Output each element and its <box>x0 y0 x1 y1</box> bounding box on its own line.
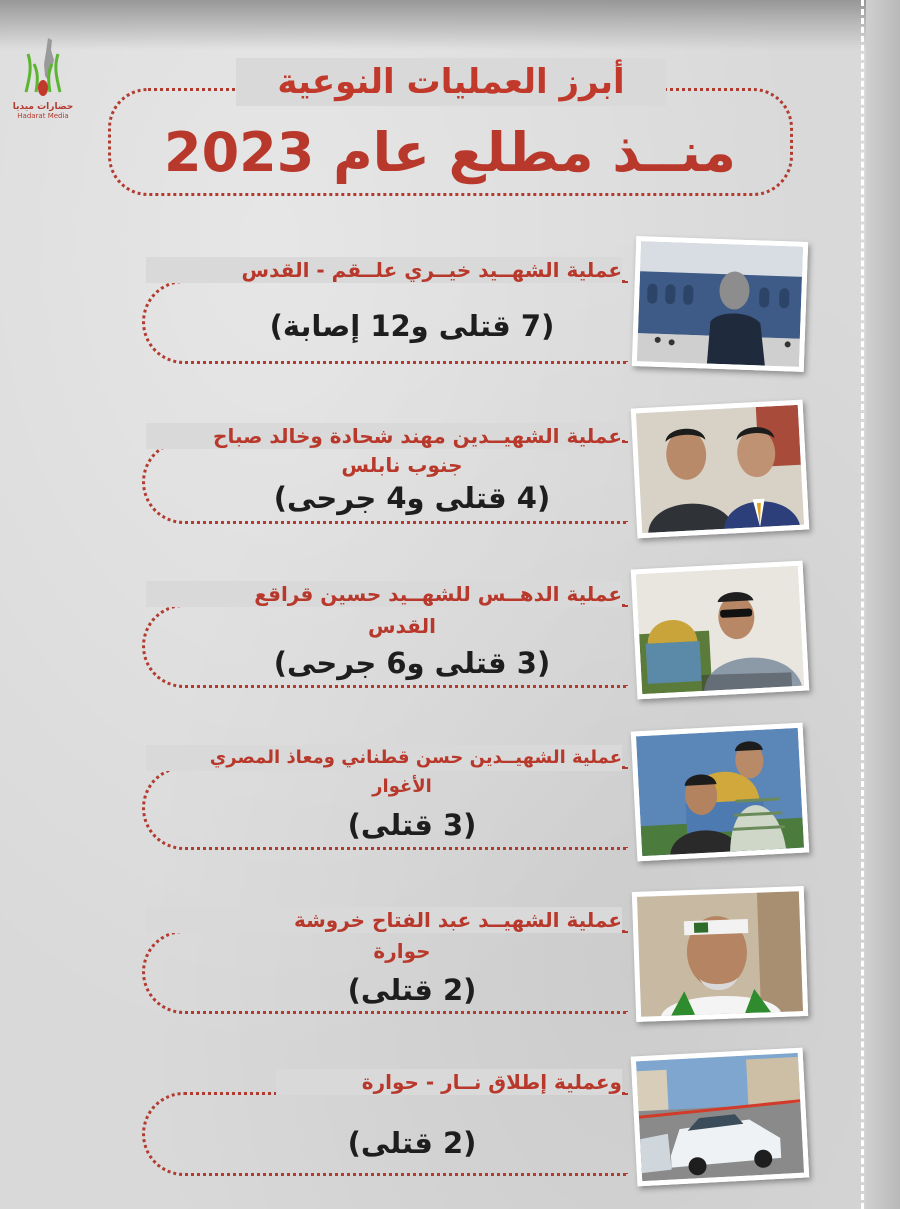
operation-casualties: (3 قتلى و6 جرحى) <box>273 646 551 680</box>
operation-casualties: (4 قتلى و4 جرحى) <box>273 481 551 515</box>
dashed-divider <box>861 0 864 1209</box>
man-with-headband-photo <box>632 886 808 1022</box>
operation-title: عملية الشهــيد خيــري علــقم - القدس <box>146 257 622 283</box>
operation-title: عملية الشهيــدين حسن قطناني ومعاذ المصري <box>146 745 622 771</box>
two-young-men-photo <box>631 400 810 539</box>
operation-location: جنوب نابلس <box>341 453 463 477</box>
operation-casualties: (2 قتلى) <box>347 973 477 1007</box>
logo-arabic-text: حضارات ميديا <box>12 102 74 112</box>
man-with-sunglasses-dome-photo <box>631 561 810 700</box>
logo-english-text: Hadarat Media <box>17 112 69 120</box>
operation-casualties: (2 قتلى) <box>347 1126 477 1160</box>
hadarat-media-logo <box>12 36 74 126</box>
operation-location: الأغوار <box>372 776 432 797</box>
operation-casualties: (3 قتلى) <box>347 808 477 842</box>
map-wheat-icon <box>18 36 68 102</box>
operation-location: القدس <box>368 614 436 638</box>
two-men-dome-photo <box>631 723 810 862</box>
operation-title: عملية الشهيــدين مهند شحادة وخالد صباح <box>146 423 622 449</box>
operation-casualties: (7 قتلى و12 إصابة) <box>269 309 555 343</box>
operation-location: حوارة <box>373 939 431 963</box>
operation-title: عملية الشهيــد عبد الفتاح خروشة <box>146 907 622 933</box>
right-strip <box>866 0 900 1209</box>
person-in-front-of-mosque-photo <box>632 236 808 372</box>
title-line-2: منــذ مطلع عام 2023 <box>164 121 736 184</box>
operation-title: وعملية إطلاق نــار - حوارة <box>276 1069 622 1095</box>
top-grunge-decoration <box>0 0 900 50</box>
operation-title: عملية الدهــس للشهــيد حسين قراقع <box>146 581 622 607</box>
title-line-1: أبرز العمليات النوعية <box>236 58 666 106</box>
damaged-car-photo <box>631 1048 810 1187</box>
